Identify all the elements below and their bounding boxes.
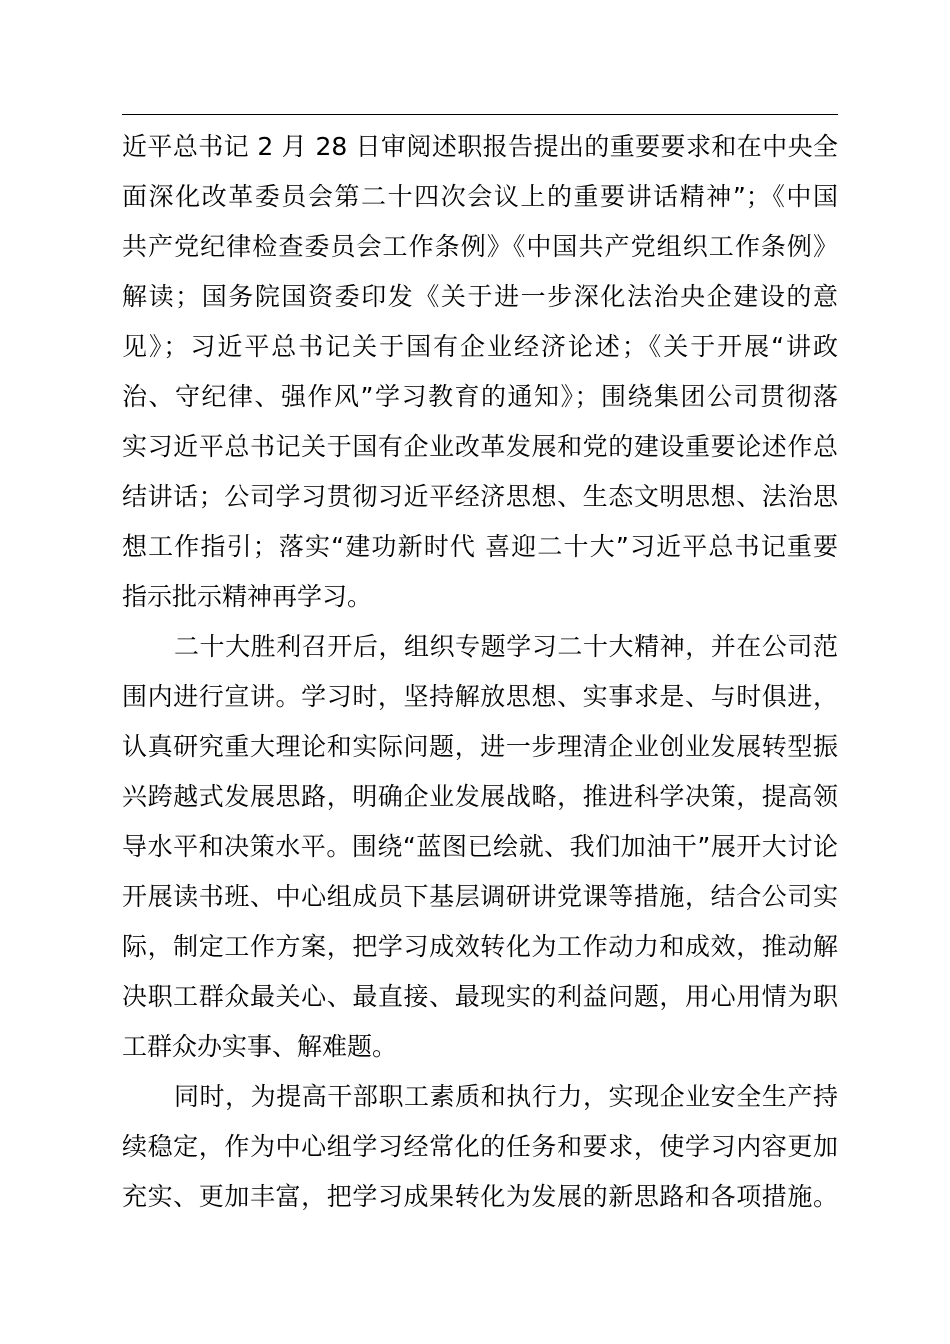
text-line: 想工作指引；落实“建功新时代 喜迎二十大”习近平总书记重要 <box>122 532 838 561</box>
text-line: 见》；习近平总书记关于国有企业经济论述；《关于开展“讲政 <box>122 332 838 361</box>
text-line: 际，制定工作方案，把学习成效转化为工作动力和成效，推动解 <box>122 932 838 961</box>
text-line: 围内进行宣讲。学习时，坚持解放思想、实事求是、与时俱进， <box>122 682 838 711</box>
text-line: 同时，为提高干部职工素质和执行力，实现企业安全生产持 <box>174 1082 838 1111</box>
text-line: 充实、更加丰富，把学习成果转化为发展的新思路和各项措施。 <box>122 1182 838 1211</box>
text-line: 二十大胜利召开后，组织专题学习二十大精神，并在公司范 <box>174 632 838 661</box>
text-line: 面深化改革委员会第二十四次会议上的重要讲话精神”；《中国 <box>122 182 838 211</box>
text-line: 认真研究重大理论和实际问题，进一步理清企业创业发展转型振 <box>122 732 838 761</box>
document-body <box>122 122 838 1222</box>
text-line: 解读；国务院国资委印发《关于进一步深化法治央企建设的意 <box>122 282 838 311</box>
text-line: 实习近平总书记关于国有企业改革发展和党的建设重要论述作总 <box>122 432 838 461</box>
text-line: 共产党纪律检查委员会工作条例》《中国共产党组织工作条例》 <box>122 232 838 261</box>
text-line: 指示批示精神再学习。 <box>122 582 373 611</box>
text-line: 近平总书记 2 月 28 日审阅述职报告提出的重要要求和在中央全 <box>122 132 838 161</box>
text-line: 导水平和决策水平。围绕“蓝图已绘就、我们加油干”展开大讨论 <box>122 832 838 861</box>
text-line: 决职工群众最关心、最直接、最现实的利益问题，用心用情为职 <box>122 982 838 1011</box>
text-line: 结讲话；公司学习贯彻习近平经济思想、生态文明思想、法治思 <box>122 482 838 511</box>
text-line: 兴跨越式发展思路，明确企业发展战略，推进科学决策，提高领 <box>122 782 838 811</box>
text-line: 工群众办实事、解难题。 <box>122 1032 398 1061</box>
header-rule <box>122 114 838 115</box>
text-line: 续稳定，作为中心组学习经常化的任务和要求，使学习内容更加 <box>122 1132 838 1161</box>
text-line: 治、守纪律、强作风”学习教育的通知》；围绕集团公司贯彻落 <box>122 382 838 411</box>
text-line: 开展读书班、中心组成员下基层调研讲党课等措施，结合公司实 <box>122 882 838 911</box>
